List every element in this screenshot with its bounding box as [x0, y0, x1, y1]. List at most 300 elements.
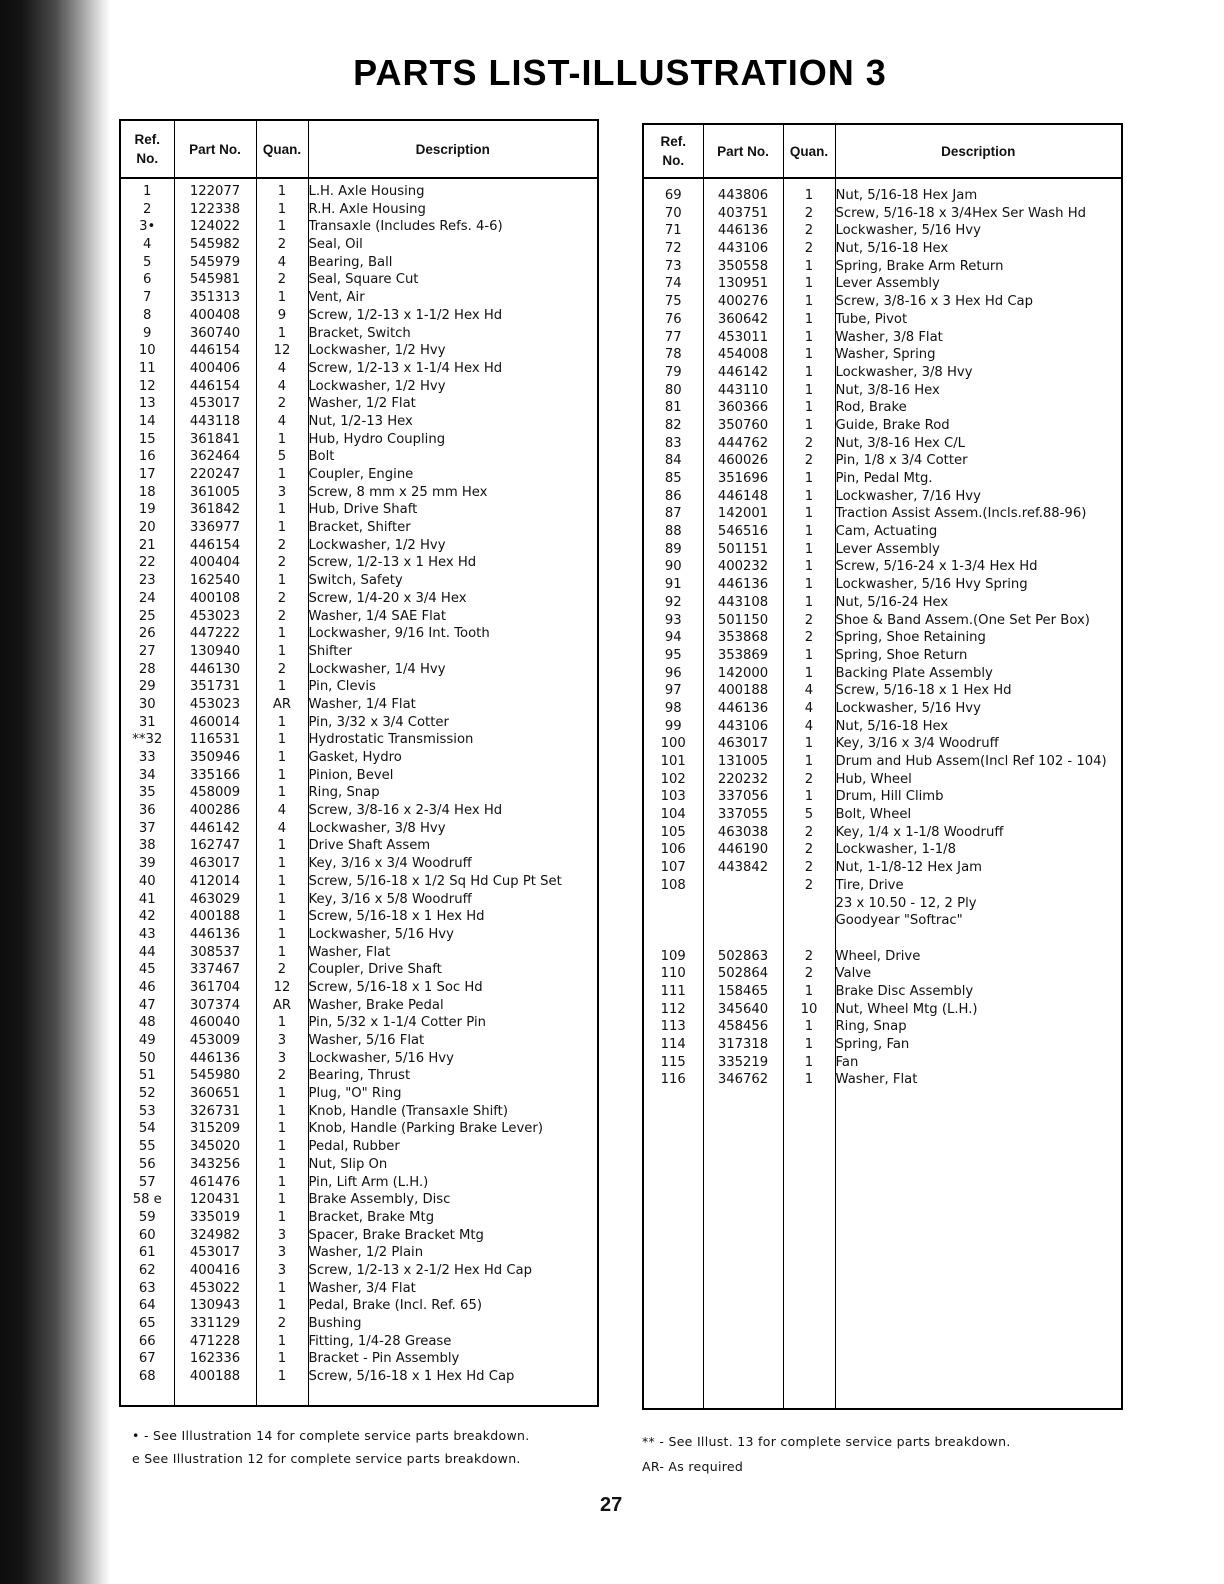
part-no-cell: 463017	[189, 856, 241, 872]
quan-cell: 1	[804, 258, 814, 274]
quan-cell: 1	[277, 732, 287, 748]
ref-cell: 40	[138, 873, 156, 889]
part-no-cell: 361841	[189, 431, 241, 447]
quan-cell: 5	[277, 449, 287, 465]
header-ref: Ref. No.	[120, 120, 174, 178]
quan-cell	[784, 912, 835, 930]
quan-cell: 2	[277, 590, 287, 606]
ref-cell: 92	[664, 594, 682, 610]
ref-cell: 52	[138, 1086, 156, 1102]
description-cell: Lockwasher, 9/16 Int. Tooth	[308, 626, 490, 642]
quan-cell: 1	[804, 559, 814, 575]
description-cell: Brake Assembly, Disc	[308, 1192, 451, 1208]
part-no-cell: 460026	[717, 453, 769, 469]
ref-cell: 67	[138, 1351, 156, 1367]
quan-cell: 2	[804, 223, 814, 239]
ref-cell: 15	[138, 431, 156, 447]
part-no-cell: 350946	[189, 750, 241, 765]
ref-cell: 91	[664, 577, 682, 593]
quan-cell: 1	[277, 1174, 287, 1190]
quan-cell: 1	[804, 417, 814, 433]
part-no-cell: 446154	[189, 343, 241, 359]
part-no-cell: 116531	[189, 732, 241, 748]
quan-cell: 1	[277, 1121, 287, 1137]
part-no-cell: 122077	[189, 184, 241, 199]
description-cell: Fan	[835, 1054, 859, 1070]
description-cell: Lockwasher, 5/16 Hvy	[308, 1050, 454, 1066]
description-cell: Bushing	[308, 1316, 362, 1331]
part-no-cell: 501150	[717, 612, 769, 628]
quan-cell: 10	[800, 1001, 818, 1017]
description-cell: Screw, 1/2-13 x 2-1/2 Hex Hd Cap	[308, 1262, 532, 1278]
quan-cell: 12	[273, 343, 291, 359]
quan-cell: 1	[277, 184, 287, 199]
header-part-no: Part No.	[174, 120, 256, 178]
quan-cell: 9	[277, 307, 287, 323]
quan-cell: 4	[804, 718, 814, 734]
description-cell: Drum, Hill Climb	[835, 789, 944, 805]
part-no-cell: 443108	[717, 594, 769, 610]
part-no-cell: 400406	[189, 360, 241, 376]
part-no-cell: 460014	[189, 714, 241, 730]
description-cell: Seal, Square Cut	[308, 272, 419, 288]
ref-cell: 98	[664, 700, 682, 716]
ref-cell: 75	[664, 294, 682, 310]
part-no-cell: 324982	[189, 1227, 241, 1243]
part-no-cell	[704, 895, 783, 913]
part-no-cell: 343256	[189, 1156, 241, 1172]
quan-cell: 1	[804, 506, 814, 522]
description-cell: Nut, Wheel Mtg (L.H.)	[835, 1001, 978, 1017]
quan-cell: 4	[277, 820, 287, 836]
part-no-cell: 446130	[189, 661, 241, 677]
part-no-column	[174, 178, 256, 1406]
ref-cell: 4	[143, 237, 152, 253]
description-cell: Pedal, Brake (Incl. Ref. 65)	[308, 1298, 482, 1314]
quan-cell: 1	[804, 524, 814, 540]
description-cell: Lockwasher, 5/16 Hvy	[308, 926, 454, 942]
ref-cell: 76	[664, 311, 682, 327]
ref-cell: 21	[138, 537, 156, 553]
ref-cell	[644, 895, 703, 913]
quan-cell: 12	[273, 979, 291, 995]
ref-cell: 7	[143, 290, 152, 306]
quan-cell: 1	[277, 201, 287, 217]
quan-column	[256, 178, 308, 1406]
ref-cell: 87	[664, 506, 682, 522]
ref-cell: 66	[138, 1333, 156, 1349]
footnote-transaxle: • - See Illustration 14 for complete service parts breakdown.	[132, 1428, 530, 1443]
part-no-cell: 400408	[189, 307, 241, 323]
part-no-cell: 412014	[189, 873, 241, 889]
description-cell: Bolt	[308, 449, 335, 465]
quan-cell: 3	[277, 1050, 287, 1066]
part-no-cell: 443118	[189, 413, 241, 429]
description-cell: Spring, Shoe Retaining	[835, 630, 986, 646]
quan-cell: 1	[804, 594, 814, 610]
quan-cell: 3	[277, 1262, 287, 1278]
quan-cell: 2	[277, 962, 287, 978]
ref-cell: 57	[138, 1174, 156, 1190]
part-no-cell	[704, 912, 783, 930]
ref-cell: 36	[138, 803, 156, 819]
part-no-cell: 142000	[717, 665, 769, 681]
ref-cell	[644, 930, 703, 948]
ref-cell: 112	[660, 1001, 686, 1017]
quan-cell: 1	[277, 643, 287, 659]
ref-cell: 41	[138, 891, 156, 907]
ref-cell: 8	[143, 307, 152, 323]
ref-cell: 113	[660, 1019, 686, 1035]
ref-cell	[644, 912, 703, 930]
part-no-cell: 400188	[189, 1369, 241, 1385]
description-cell: Bracket - Pin Assembly	[308, 1351, 460, 1367]
quan-cell: 1	[277, 679, 287, 695]
ref-column	[643, 178, 703, 1409]
quan-cell: 2	[277, 537, 287, 553]
quan-cell: 1	[277, 219, 287, 235]
ref-cell: 35	[138, 785, 156, 801]
ref-cell: 82	[664, 417, 682, 433]
part-no-cell: 337467	[189, 962, 241, 978]
description-cell: Pinion, Bevel	[308, 767, 394, 783]
quan-cell: 1	[804, 364, 814, 380]
ref-cell: 89	[664, 541, 682, 557]
quan-cell: 1	[277, 1209, 287, 1225]
quan-cell: 1	[804, 400, 814, 416]
description-cell: Pin, 5/32 x 1-1/4 Cotter Pin	[308, 1015, 486, 1031]
part-no-cell: 345640	[717, 1001, 769, 1017]
part-no-cell: 353869	[717, 647, 769, 663]
part-no-cell: 446136	[189, 926, 241, 942]
part-no-cell: 446142	[717, 364, 769, 380]
ref-cell: 77	[664, 329, 682, 345]
ref-cell: 3•	[139, 219, 156, 235]
ref-cell: 99	[664, 718, 682, 734]
ref-cell: 9	[143, 325, 152, 341]
ref-cell: 80	[664, 382, 682, 398]
quan-cell: 4	[277, 413, 287, 429]
ref-cell: 19	[138, 502, 156, 518]
quan-cell: 1	[277, 838, 287, 854]
part-no-cell: 400188	[189, 909, 241, 925]
parts-table-right	[642, 123, 1123, 1410]
ref-cell: 38	[138, 838, 156, 854]
quan-cell: 2	[804, 966, 814, 982]
part-no-cell: 545982	[189, 237, 241, 253]
part-no-cell: 345020	[189, 1139, 241, 1155]
description-cell: Lockwasher, 1/2 Hvy	[308, 343, 446, 359]
part-no-cell: 308537	[189, 944, 241, 960]
description-cell: Valve	[835, 966, 872, 982]
quan-cell: 2	[804, 842, 814, 858]
quan-cell: 2	[277, 1068, 287, 1084]
footnote-as-required: AR- As required	[642, 1459, 744, 1474]
ref-cell: 49	[138, 1033, 156, 1048]
ref-cell: 88	[664, 524, 682, 540]
part-no-cell: 446136	[717, 577, 769, 593]
description-cell: Spring, Brake Arm Return	[835, 258, 1004, 274]
part-no-cell: 362464	[189, 449, 241, 465]
ref-cell: 60	[138, 1227, 156, 1243]
description-cell: Lockwasher, 3/8 Hvy	[308, 820, 446, 836]
quan-cell	[784, 930, 835, 948]
part-no-cell: 130951	[717, 276, 769, 292]
quan-cell: 1	[277, 626, 287, 642]
ref-cell: 24	[138, 590, 156, 606]
ref-cell: 20	[138, 520, 156, 536]
part-no-cell: 403751	[717, 205, 769, 221]
ref-cell: 31	[138, 714, 156, 730]
quan-cell: 1	[804, 488, 814, 504]
ref-cell: 50	[138, 1050, 156, 1066]
part-no-cell: 351731	[189, 679, 241, 695]
part-no-cell: 162540	[189, 573, 241, 589]
ref-cell: 79	[664, 364, 682, 380]
ref-cell: 102	[660, 771, 686, 787]
part-no-cell: 337056	[717, 789, 769, 805]
ref-column	[120, 178, 174, 1406]
part-no-cell: 360740	[189, 325, 241, 341]
description-cell: Switch, Safety	[308, 573, 403, 589]
part-no-cell: 458456	[717, 1019, 769, 1035]
ref-cell: 13	[138, 396, 156, 412]
description-cell: Bolt, Wheel	[835, 807, 912, 823]
quan-cell: 1	[804, 736, 814, 752]
description-cell: Bracket, Switch	[308, 325, 411, 341]
ref-cell: 110	[660, 966, 686, 982]
part-no-column	[703, 178, 783, 1409]
quan-cell: 4	[277, 378, 287, 394]
ref-cell: 103	[660, 789, 686, 805]
part-no-cell: 453023	[189, 608, 241, 624]
quan-cell: 1	[277, 1280, 287, 1296]
ref-cell: 1	[143, 184, 152, 199]
part-no-cell: 130940	[189, 643, 241, 659]
ref-cell: 68	[138, 1369, 156, 1385]
description-cell: Knob, Handle (Transaxle Shift)	[308, 1103, 508, 1119]
quan-cell: 3	[277, 1227, 287, 1243]
ref-cell: 90	[664, 559, 682, 575]
part-no-cell: 400188	[717, 683, 769, 699]
part-no-cell: 461476	[189, 1174, 241, 1190]
part-no-cell: 400404	[189, 555, 241, 571]
quan-cell: 4	[804, 700, 814, 716]
quan-cell: 1	[277, 1086, 287, 1102]
quan-cell: 1	[277, 873, 287, 889]
quan-cell: 1	[277, 1015, 287, 1031]
quan-cell: 1	[277, 1156, 287, 1172]
quan-cell: 1	[277, 1369, 287, 1385]
quan-cell: 1	[804, 1072, 814, 1088]
page-number: 27	[600, 1494, 623, 1516]
part-no-cell: 361005	[189, 484, 241, 500]
description-cell: Plug, "O" Ring	[308, 1086, 402, 1102]
description-cell: Lockwasher, 5/16 Hvy	[835, 223, 981, 239]
quan-cell: 1	[277, 431, 287, 447]
description-cell: Nut, 5/16-18 Hex Jam	[835, 188, 978, 203]
part-no-cell: 471228	[189, 1333, 241, 1349]
part-no-cell: 346762	[717, 1072, 769, 1088]
description-cell: Screw, 3/8-16 x 3 Hex Hd Cap	[835, 294, 1034, 310]
description-cell: Pin, 3/32 x 3/4 Cotter	[308, 714, 449, 730]
quan-cell: 3	[277, 1033, 287, 1048]
ref-cell: 84	[664, 453, 682, 469]
quan-cell: 4	[277, 360, 287, 376]
ref-cell: 10	[138, 343, 156, 359]
part-no-cell: 446190	[717, 842, 769, 858]
ref-cell: 72	[664, 241, 682, 257]
description-cell: Washer, 1/2 Plain	[308, 1245, 424, 1261]
ref-cell: 78	[664, 347, 682, 363]
quan-cell: 2	[804, 771, 814, 787]
quan-cell: 1	[277, 520, 287, 536]
description-cell: Screw, 5/16-18 x 3/4Hex Ser Wash Hd	[835, 205, 1086, 221]
part-no-cell: 130943	[189, 1298, 241, 1314]
description-cell: Washer, 3/8 Flat	[835, 329, 943, 345]
part-no-cell: 350760	[717, 417, 769, 433]
description-cell: Lockwasher, 1/2 Hvy	[308, 537, 446, 553]
quan-cell: 1	[277, 944, 287, 960]
part-no-cell: 351313	[189, 290, 241, 306]
quan-cell: 1	[277, 502, 287, 518]
description-cell: Pin, 1/8 x 3/4 Cotter	[835, 453, 968, 469]
description-cell: Screw, 5/16-18 x 1 Hex Hd	[308, 909, 485, 925]
quan-cell: 1	[277, 891, 287, 907]
description-cell: Drum and Hub Assem(Incl Ref 102 - 104)	[835, 754, 1107, 769]
part-no-cell	[704, 877, 783, 895]
page-title: PARTS LIST-ILLUSTRATION 3	[353, 52, 887, 93]
description-cell: Bracket, Shifter	[308, 520, 411, 536]
ref-cell: 51	[138, 1068, 156, 1084]
quan-cell: 1	[277, 750, 287, 765]
description-cell: Washer, Flat	[835, 1072, 918, 1088]
quan-cell: 1	[804, 294, 814, 310]
description-cell: Lever Assembly	[835, 276, 940, 292]
description-cell: Drive Shaft Assem	[308, 838, 431, 854]
quan-cell: 1	[277, 926, 287, 942]
description-cell: Lockwasher, 5/16 Hvy Spring	[835, 577, 1028, 593]
ref-cell: 28	[138, 661, 156, 677]
part-no-cell: 220247	[189, 467, 241, 482]
description-cell: Shifter	[308, 643, 353, 659]
quan-cell: 1	[804, 1054, 814, 1070]
part-no-cell: 501151	[717, 541, 769, 557]
ref-cell: 63	[138, 1280, 156, 1296]
quan-cell: 3	[277, 1245, 287, 1261]
part-no-cell: 335166	[189, 767, 241, 783]
ref-cell: 55	[138, 1139, 156, 1155]
ref-cell: 96	[664, 665, 682, 681]
description-cell: Spacer, Brake Bracket Mtg	[308, 1227, 484, 1243]
quan-cell: 1	[277, 573, 287, 589]
ref-cell: 74	[664, 276, 682, 292]
part-no-cell: 463029	[189, 891, 241, 907]
description-cell: Lockwasher, 1/4 Hvy	[308, 661, 446, 677]
quan-cell: 1	[804, 647, 814, 663]
part-no-cell: 443806	[717, 188, 769, 203]
ref-cell: 16	[138, 449, 156, 465]
part-no-cell: 315209	[189, 1121, 241, 1137]
ref-cell: 43	[138, 926, 156, 942]
description-cell: Screw, 8 mm x 25 mm Hex	[308, 484, 488, 500]
ref-cell: 56	[138, 1156, 156, 1172]
description-cell: Screw, 5/16-18 x 1/2 Sq Hd Cup Pt Set	[308, 873, 562, 889]
ref-cell: 59	[138, 1209, 156, 1225]
quan-cell: 1	[804, 329, 814, 345]
quan-cell: 1	[277, 1333, 287, 1349]
description-cell: Bearing, Thrust	[308, 1068, 411, 1084]
description-cell: Spring, Fan	[835, 1037, 910, 1052]
quan-cell: 1	[277, 1192, 287, 1208]
description-cell: Wheel, Drive	[835, 948, 921, 964]
quan-cell: 1	[277, 714, 287, 730]
description-cell: Screw, 3/8-16 x 2-3/4 Hex Hd	[308, 803, 503, 819]
description-cell: Ring, Snap	[308, 785, 380, 801]
ref-cell: 18	[138, 484, 156, 500]
description-cell: Hydrostatic Transmission	[308, 732, 474, 748]
ref-cell: 109	[660, 948, 686, 964]
ref-cell: 105	[660, 824, 686, 840]
description-cell: Rod, Brake	[835, 400, 907, 416]
quan-cell: 1	[804, 311, 814, 327]
quan-cell: 1	[277, 467, 287, 482]
part-no-cell: 453022	[189, 1280, 241, 1296]
ref-cell: 34	[138, 767, 156, 783]
quan-column	[783, 178, 835, 1409]
ref-cell: 64	[138, 1298, 156, 1314]
quan-cell: 5	[804, 807, 814, 823]
quan-cell: 1	[277, 1351, 287, 1367]
part-no-cell: 444762	[717, 435, 769, 451]
description-column	[835, 178, 1122, 1409]
ref-cell: 71	[664, 223, 682, 239]
part-no-cell: 400416	[189, 1262, 241, 1278]
ref-cell: 70	[664, 205, 682, 221]
ref-cell: 17	[138, 467, 156, 482]
description-cell: Screw, 1/4-20 x 3/4 Hex	[308, 590, 467, 606]
part-no-cell: 400286	[189, 803, 241, 819]
quan-cell: 2	[277, 1316, 287, 1331]
ref-cell: 54	[138, 1121, 156, 1137]
quan-cell: 2	[804, 205, 814, 221]
description-cell: Traction Assist Assem.(Incls.ref.88-96)	[835, 506, 1087, 522]
description-cell: Transaxle (Includes Refs. 4-6)	[308, 219, 503, 235]
quan-cell: 1	[277, 1139, 287, 1155]
ref-cell: 69	[664, 188, 682, 203]
ref-cell: 42	[138, 909, 156, 925]
part-no-cell: 446136	[717, 223, 769, 239]
quan-cell: 2	[804, 877, 814, 893]
part-no-cell: 446148	[717, 488, 769, 504]
ref-cell: 29	[138, 679, 156, 695]
ref-cell: 46	[138, 979, 156, 995]
ref-cell: 6	[143, 272, 152, 288]
description-cell: Hub, Drive Shaft	[308, 502, 418, 518]
part-no-cell: 124022	[189, 219, 241, 235]
description-cell: Key, 1/4 x 1-1/8 Woodruff	[835, 824, 1004, 840]
part-no-cell: 220232	[717, 771, 769, 787]
description-cell: Hub, Hydro Coupling	[308, 431, 446, 447]
part-no-cell: 400276	[717, 294, 769, 310]
part-no-cell: 131005	[717, 754, 769, 769]
part-no-cell: 453017	[189, 396, 241, 412]
description-cell: Guide, Brake Rod	[835, 417, 950, 433]
part-no-cell: 453023	[189, 696, 241, 712]
part-no-cell: 350558	[717, 258, 769, 274]
part-no-cell: 453009	[189, 1033, 241, 1048]
description-cell: Seal, Oil	[308, 237, 363, 253]
